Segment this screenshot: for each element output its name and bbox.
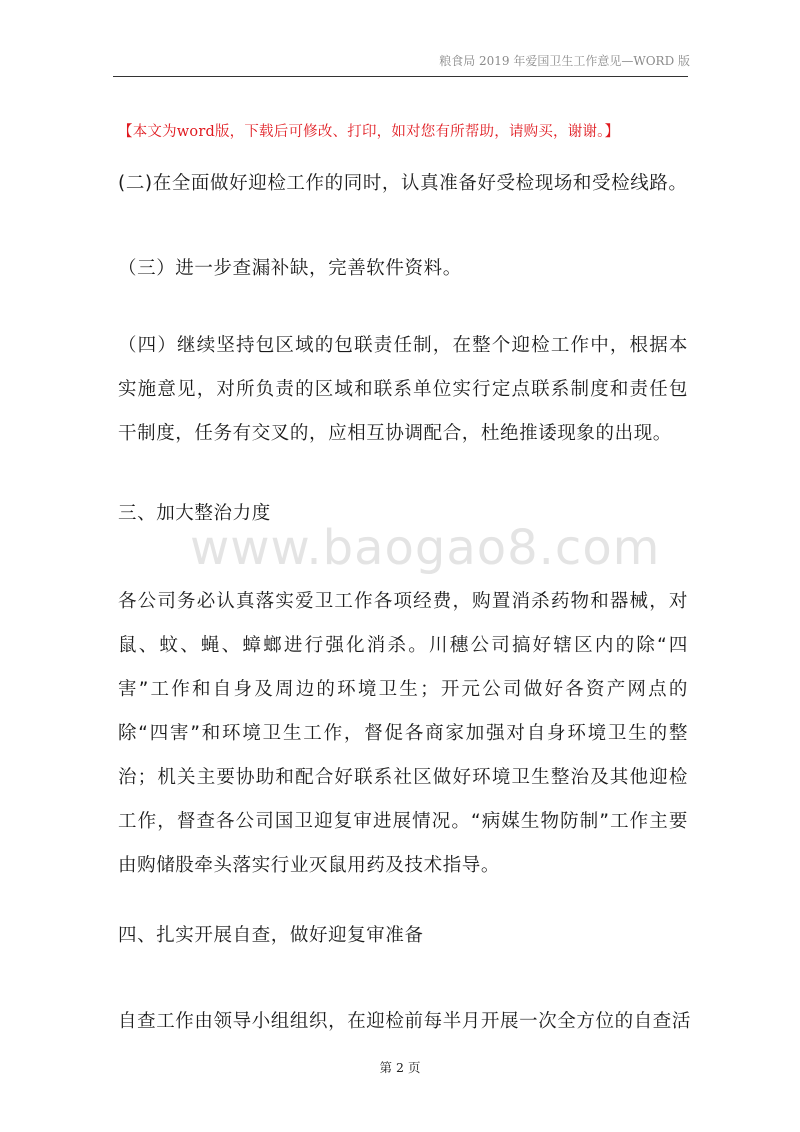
header-divider [113, 76, 688, 77]
paragraph-item-4: （四）继续坚持包区域的包联责任制，在整个迎检工作中，根据本实施意见，对所负责的区域和联系单位实行定点联系制度和责任包干制度，任务有交叉的，应相互协调配合，杜绝推诿现象的出现。 [118, 335, 688, 444]
paragraph-self-inspection: 自查工作由领导小组组织，在迎检前每半月开展一次全方位的自查活 [118, 1011, 692, 1032]
paragraph-rectification: 各公司务必认真落实爱卫工作各项经费，购置消杀药物和器械，对鼠、蚊、蝇、蟑螂进行强化消杀。川穗公司搞好辖区内的除“四害”工作和自身及周边的环境卫生；开元公司做好各资产网点的除“四害”和环境卫生工作，督促各商家加强对自身环境卫生的整治；机关主要协助和配合好联系社区做好环境卫生整治及其他迎检工作，督查各公司国卫迎复审进展情况。“病媒生物防制”工作主要由购储股牵头落实行业灭鼠用药及技术指导。 [118, 591, 688, 876]
section-heading-4: 四、扎实开展自查，做好迎复审准备 [118, 925, 424, 946]
watermark: www.baogao8.com [190, 520, 661, 576]
page-number: 第 2 页 [379, 1060, 421, 1075]
paragraph-item-3: （三）进一步查漏补缺，完善软件资料。 [118, 258, 462, 279]
purchase-notice: 【本文为word版，下载后可修改、打印，如对您有所帮助，请购买，谢谢。】 [118, 124, 620, 140]
section-heading-3: 三、加大整治力度 [118, 503, 271, 524]
paragraph-item-2: (二)在全面做好迎检工作的同时，认真准备好受检现场和受检线路。 [118, 173, 688, 194]
header-title: 粮食局 2019 年爱国卫生工作意见—WORD 版 [439, 54, 690, 68]
